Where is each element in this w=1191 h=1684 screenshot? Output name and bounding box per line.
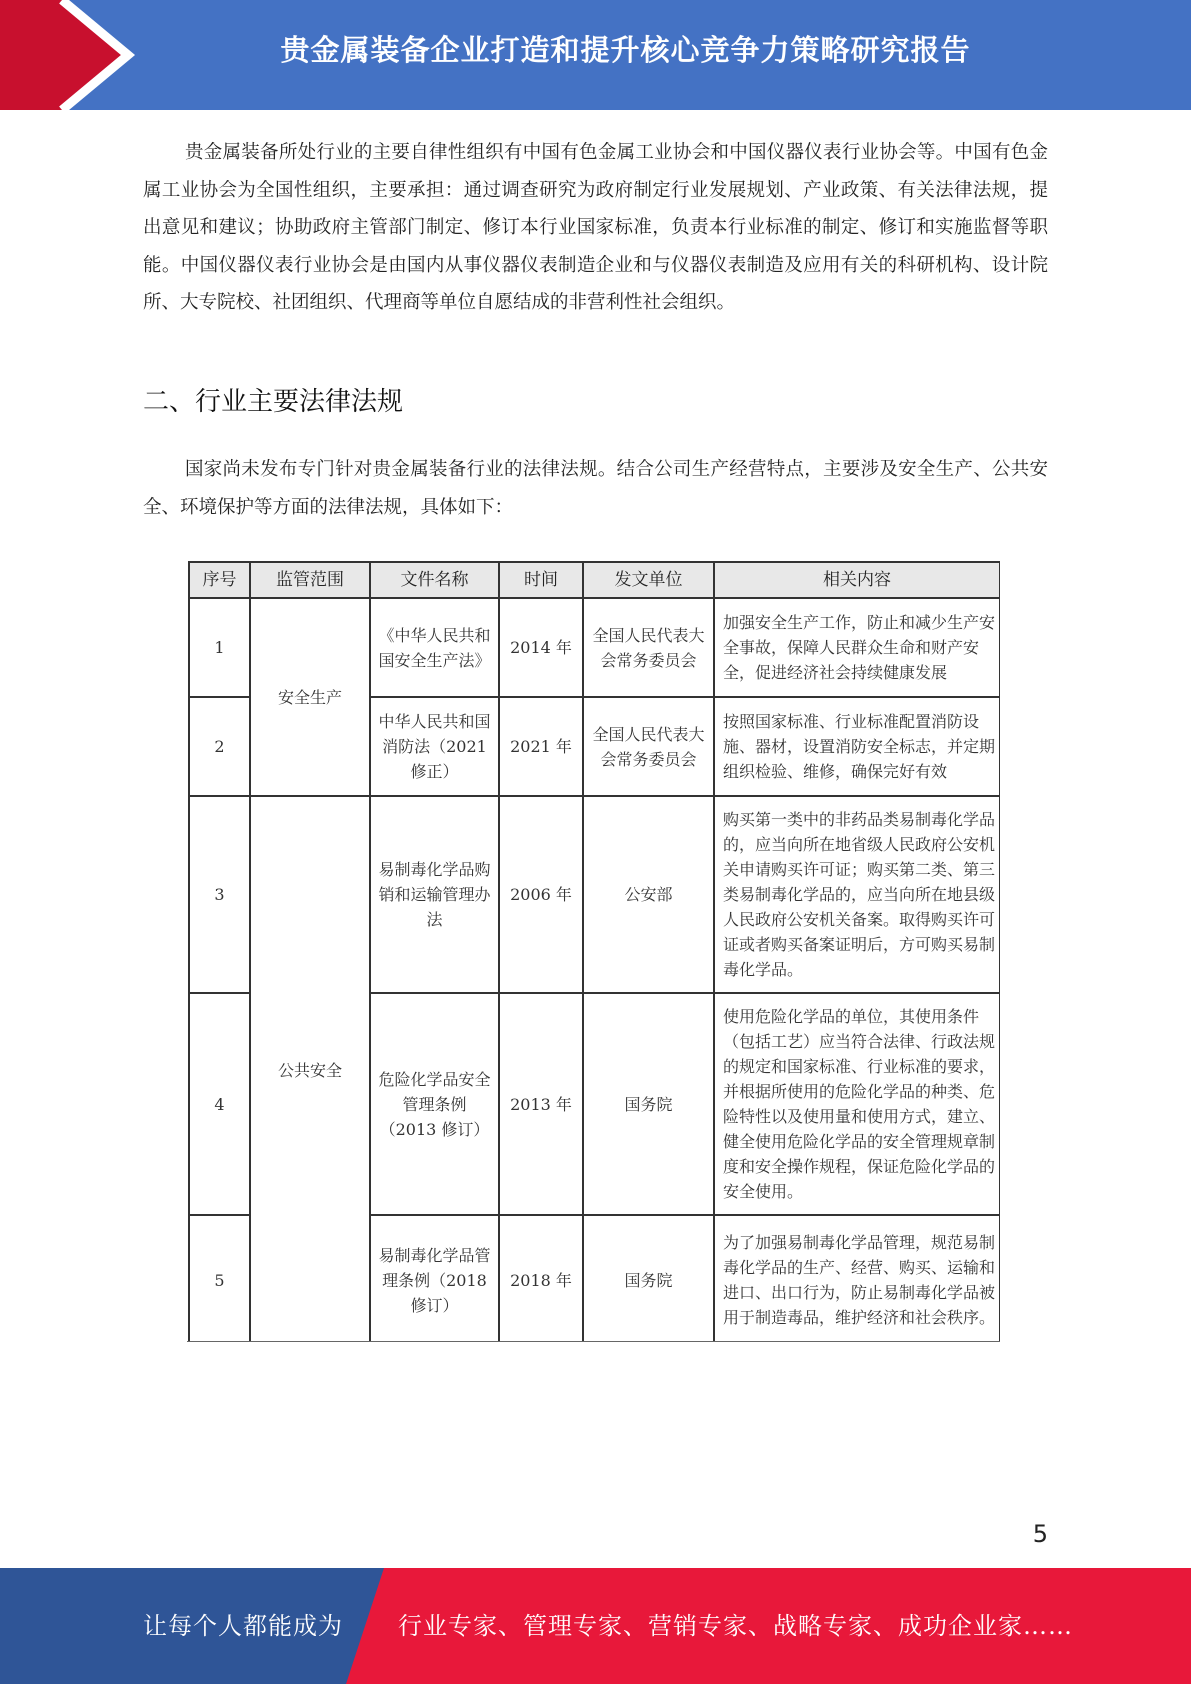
paragraph-laws-intro: 国家尚未发布专门针对贵金属装备行业的法律法规。结合公司生产经营特点，主要涉及安全生产、公共安全、环境保护等方面的法律法规，具体如下： [143, 459, 1048, 518]
cell-document: 中华人民共和国消防法（2021 修正） [370, 697, 499, 796]
cell-content: 为了加强易制毒化学品管理，规范易制毒化学品的生产、经营、购买、运输和进口、出口行为，防止易制毒化学品被用于制造毒品，维护经济和社会秩序。 [714, 1215, 1000, 1342]
cell-time: 2021 年 [499, 697, 583, 796]
cell-content: 加强安全生产工作，防止和减少生产安全事故，保障人民群众生命和财产安全，促进经济社会持续健康发展 [714, 598, 1000, 697]
cell-time: 2013 年 [499, 993, 583, 1215]
page-number: 5 [1032, 1520, 1048, 1548]
cell-no: 1 [189, 598, 250, 697]
cell-no: 4 [189, 993, 250, 1215]
header-scope: 监管范围 [250, 562, 370, 598]
table-row [189, 598, 1000, 697]
cell-issuer: 全国人民代表大会常务委员会 [583, 598, 714, 697]
report-title: 贵金属装备企业打造和提升核心竞争力策略研究报告 [280, 33, 971, 67]
regulations-table-wrapper [187, 560, 1000, 1342]
cell-issuer: 国务院 [583, 1215, 714, 1342]
page-footer [0, 1568, 1191, 1684]
paragraph-industry-organizations: 贵金属装备所处行业的主要自律性组织有中国有色金属工业协会和中国仪器仪表行业协会等。中国有色金属工业协会为全国性组织，主要承担：通过调查研究为政府制定行业发展规划、产业政策、有关法律法规，提出意见和建议；协助政府主管部门制定、修订本行业国家标准，负责本行业标准的制定、修订和实施监督等职能。中国仪器仪表行业协会是由国内从事仪器仪表制造企业和与仪器仪表制造及应用有关的科研机构、设计院所、大专院校、社团组织、代理商等单位自愿结成的非营利性社会组织。 [143, 142, 1048, 313]
regulations-table [188, 561, 1000, 1342]
cell-content: 按照国家标准、行业标准配置消防设施、器材，设置消防安全标志，并定期组织检验、维修，确保完好有效 [714, 697, 1000, 796]
cell-content: 使用危险化学品的单位，其使用条件（包括工艺）应当符合法律、行政法规的规定和国家标准、行业标准的要求，并根据所使用的危险化学品的种类、危险特性以及使用量和使用方式，建立、健全使用危险化学品的安全管理规章制度和安全操作规程，保证危险化学品的安全使用。 [714, 993, 1000, 1215]
cell-no: 5 [189, 1215, 250, 1342]
cell-issuer: 公安部 [583, 796, 714, 993]
header-issuer: 发文单位 [583, 562, 714, 598]
footer-slogan-left: 让每个人都能成为 [143, 1612, 343, 1640]
cell-scope-group: 安全生产 [250, 598, 370, 796]
header-content: 相关内容 [714, 562, 1000, 598]
header-no: 序号 [189, 562, 250, 598]
cell-document: 易制毒化学品购销和运输管理办法 [370, 796, 499, 993]
footer-slogan-right: 行业专家、管理专家、营销专家、战略专家、成功企业家…… [398, 1612, 1073, 1640]
header-document: 文件名称 [370, 562, 499, 598]
cell-time: 2006 年 [499, 796, 583, 993]
cell-document: 《中华人民共和国安全生产法》 [370, 598, 499, 697]
cell-time: 2014 年 [499, 598, 583, 697]
header-time: 时间 [499, 562, 583, 598]
cell-scope-group: 公共安全 [250, 796, 370, 1342]
page-header [0, 0, 1191, 110]
section-heading-laws: 二、行业主要法律法规 [143, 387, 404, 417]
cell-issuer: 全国人民代表大会常务委员会 [583, 697, 714, 796]
table-header-row [189, 562, 1000, 598]
table-row [189, 796, 1000, 993]
cell-time: 2018 年 [499, 1215, 583, 1342]
cell-no: 3 [189, 796, 250, 993]
cell-document: 易制毒化学品管理条例（2018 修订） [370, 1215, 499, 1342]
cell-no: 2 [189, 697, 250, 796]
cell-content: 购买第一类中的非药品类易制毒化学品的，应当向所在地省级人民政府公安机关申请购买许可证；购买第二类、第三类易制毒化学品的，应当向所在地县级人民政府公安机关备案。取得购买许可证或者购买备案证明后，方可购买易制毒化学品。 [714, 796, 1000, 993]
cell-document: 危险化学品安全管理条例（2013 修订） [370, 993, 499, 1215]
cell-issuer: 国务院 [583, 993, 714, 1215]
